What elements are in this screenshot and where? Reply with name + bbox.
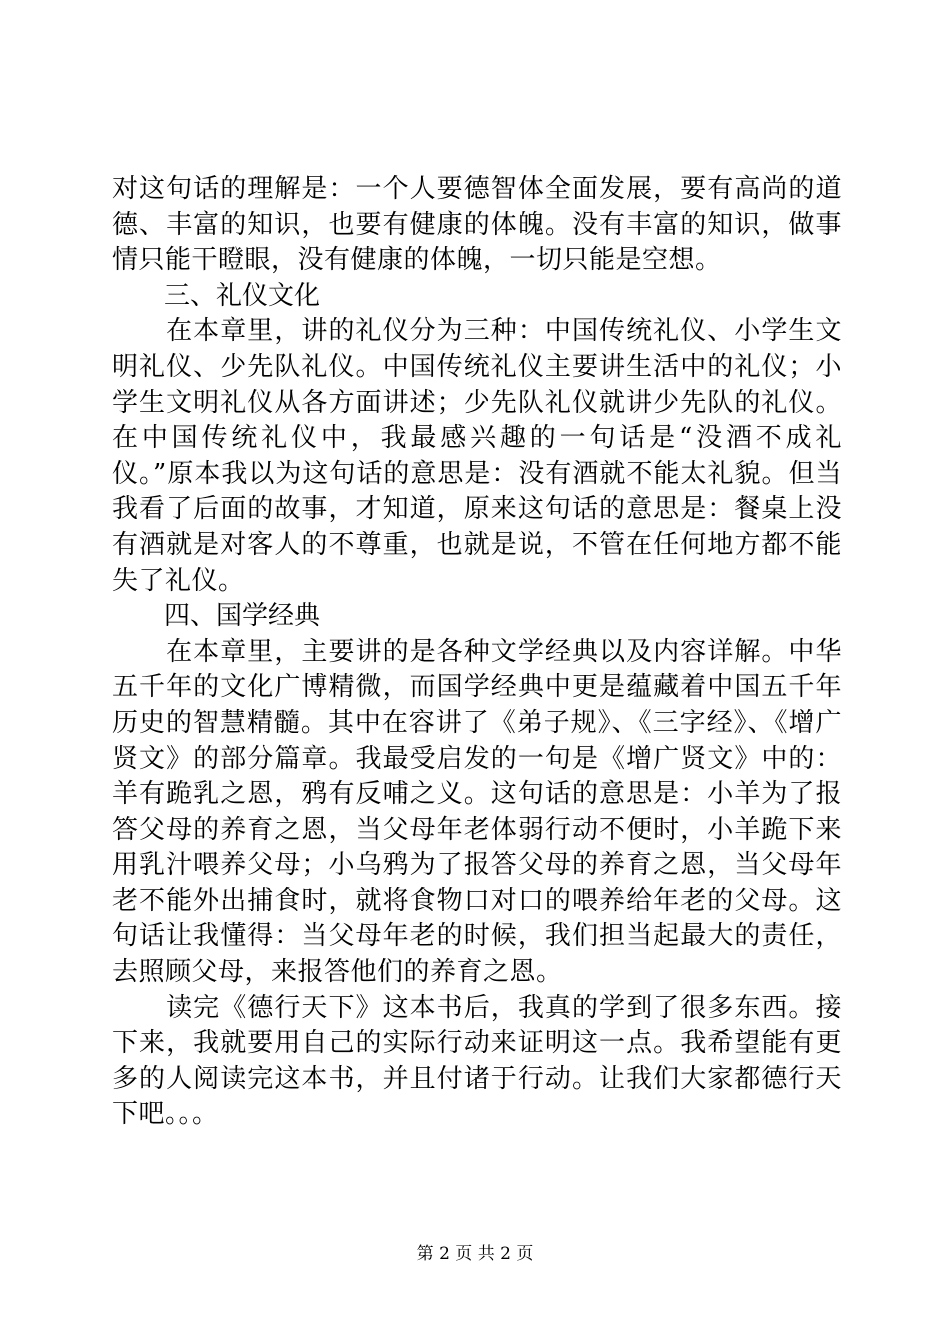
page-footer: 第 2 页 共 2 页 xyxy=(416,1244,534,1264)
paragraph-understanding: 对这句话的理解是：一个人要德智体全面发展，要有高尚的道德、丰富的知识，也要有健康的体魄。没有丰富的知识，做事情只能干瞪眼，没有健康的体魄，一切只能是空想。 xyxy=(112,174,842,276)
paragraph-classics: 在本章里，主要讲的是各种文学经典以及内容详解。中华五千年的文化广博精微，而国学经典中更是蕴藏着中国五千年历史的智慧精髓。其中在容讲了《弟子规》、《三字经》、《增广贤文》的部分篇章。我最受启发的一句是《增广贤文》中的：羊有跪乳之恩，鸦有反哺之义。这句话的意思是：小羊为了报答父母的养育之恩，当父母年老体弱行动不便时，小羊跪下来用乳汁喂养父母；小乌鸦为了报答父母的养育之恩，当父母年老不能外出捕食时，就将食物口对口的喂养给年老的父母。这句话让我懂得：当父母年老的时候，我们担当起最大的责任，去照顾父母，来报答他们的养育之恩。 xyxy=(112,636,842,988)
paragraph-conclusion: 读完《德行天下》这本书后，我真的学到了很多东西。接下来，我就要用自己的实际行动来证明这一点。我希望能有更多的人阅读完这本书，并且付诸于行动。让我们大家都德行天下吧。。。 xyxy=(112,992,842,1130)
section-heading-classics: 四、国学经典 xyxy=(164,601,321,632)
paragraph-etiquette: 在本章里，讲的礼仪分为三种：中国传统礼仪、小学生文明礼仪、少先队礼仪。中国传统礼仪主要讲生活中的礼仪；小学生文明礼仪从各方面讲述；少先队礼仪就讲少先队的礼仪。在中国传统礼仪中，我最感兴趣的一句话是“没酒不成礼仪。”原本我以为这句话的意思是：没有酒就不能太礼貌。但当我看了后面的故事，才知道，原来这句话的意思是：餐桌上没有酒就是对客人的不尊重，也就是说，不管在任何地方都不能失了礼仪。 xyxy=(112,316,842,596)
section-heading-etiquette: 三、礼仪文化 xyxy=(164,280,321,311)
document-body xyxy=(112,172,842,1133)
